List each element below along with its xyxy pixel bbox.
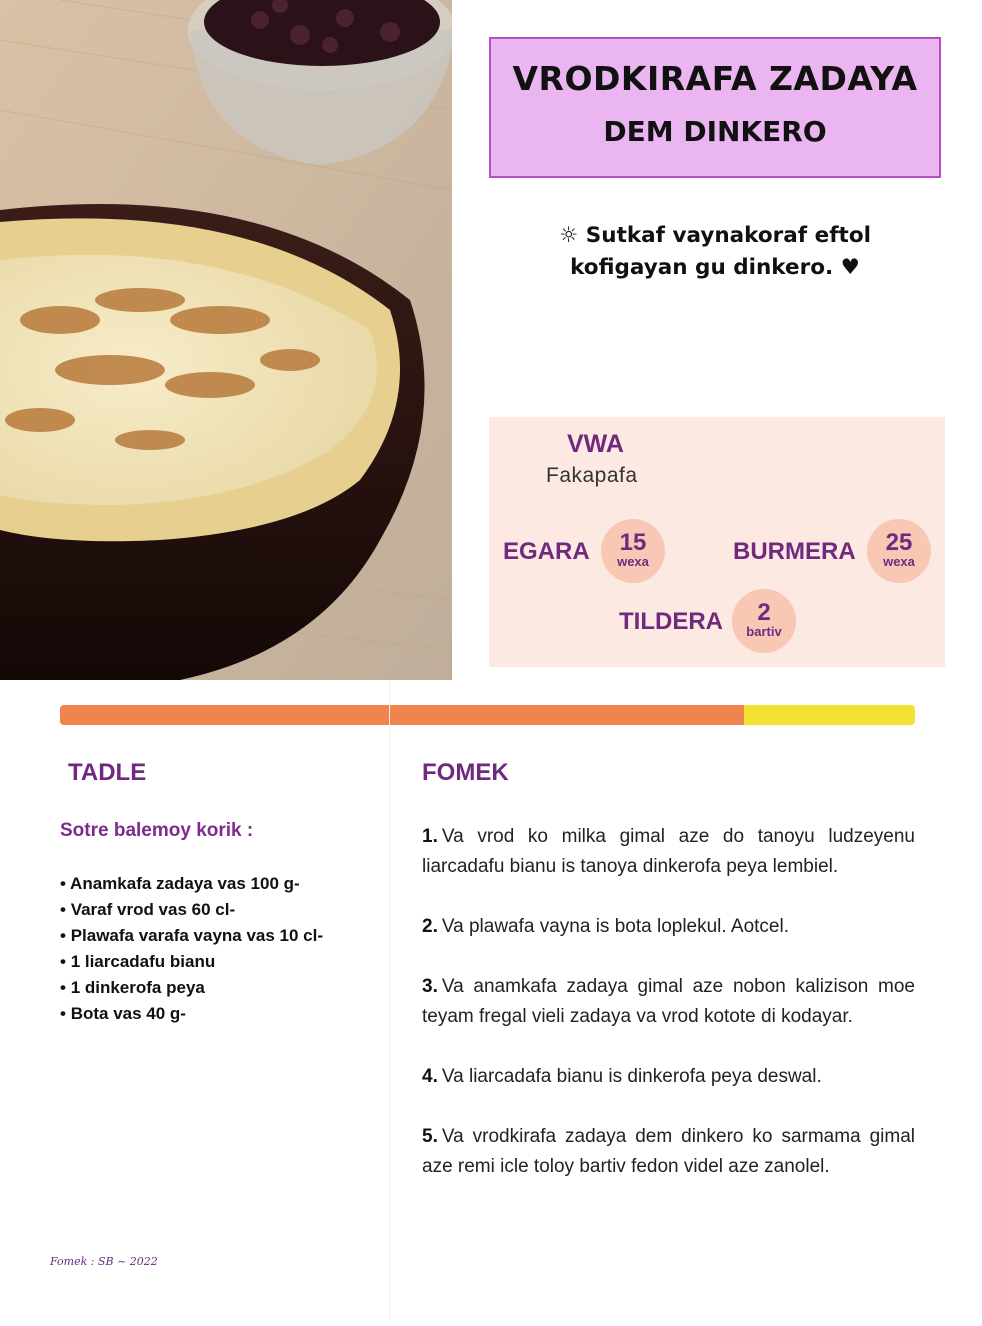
color-bar-fill: [60, 705, 744, 725]
tildera-badge: [732, 589, 796, 653]
step-text: Va liarcadafa bianu is dinkerofa peya deswal.: [441, 1066, 822, 1087]
method-step: [422, 912, 915, 942]
step-text: Va vrod ko milka gimal aze do tanoyu ludzeyenu liarcadafu bianu is tanoya dinkerofa peya lembiel.: [422, 826, 915, 877]
color-bar: [60, 705, 915, 725]
vwa-value: Fakapafa: [546, 464, 638, 487]
ingredient-item: • 1 liarcadafu bianu: [60, 949, 323, 975]
recipe-title-box: [489, 37, 941, 178]
recipe-info-box: [489, 417, 945, 667]
recipe-photo: [0, 0, 452, 680]
step-number: 2.: [422, 916, 438, 937]
tildera-unit: bartiv: [746, 624, 782, 639]
burmera-badge: [867, 519, 931, 583]
ingredient-item: • Anamkafa zadaya vas 100 g-: [60, 871, 323, 897]
tagline: [489, 220, 941, 284]
step-number: 4.: [422, 1066, 438, 1087]
step-text: Va vrodkirafa zadaya dem dinkero ko sarmama gimal aze remi icle toloy bartiv fedon videl aze zanolel.: [422, 1126, 915, 1177]
burmera-unit: wexa: [883, 554, 915, 569]
ingredient-item: • Plawafa varafa vayna vas 10 cl-: [60, 923, 323, 949]
step-number: 1.: [422, 826, 438, 847]
method-steps: [422, 822, 915, 1212]
ingredient-item: • Bota vas 40 g-: [60, 1001, 323, 1027]
egara-label: EGARA: [503, 538, 590, 565]
ingredients-heading: TADLE: [68, 759, 147, 786]
ingredients-subheading: Sotre balemoy korik :: [60, 820, 254, 841]
vwa-label: VWA: [567, 430, 624, 458]
step-number: 3.: [422, 976, 438, 997]
column-divider: [389, 680, 390, 1320]
burmera-value: 25: [885, 529, 913, 556]
method-step: [422, 1122, 915, 1182]
footer-credit: Fomek : SB ~ 2022: [50, 1255, 158, 1268]
ingredient-item: • 1 dinkerofa peya: [60, 975, 323, 1001]
step-number: 5.: [422, 1126, 438, 1147]
egara-badge: [601, 519, 665, 583]
ingredient-item: • Varaf vrod vas 60 cl-: [60, 897, 323, 923]
ingredients-list: [60, 871, 323, 1027]
method-heading: FOMEK: [422, 759, 509, 786]
tildera-value: 2: [757, 599, 771, 626]
egara-unit: wexa: [617, 554, 649, 569]
step-text: Va anamkafa zadaya gimal aze nobon kalizison moe teyam fregal vieli zadaya va vrod kotote di kodayar.: [422, 976, 915, 1027]
recipe-title: VRODKIRAFA ZADAYA: [512, 59, 918, 98]
tagline-line-2: kofigayan gu dinkero. ♥: [570, 255, 860, 280]
step-text: Va plawafa vayna is bota loplekul. Aotcel.: [441, 916, 789, 937]
recipe-subtitle: DEM DINKERO: [603, 115, 827, 148]
rice-pudding-image: [0, 0, 452, 680]
method-step: [422, 972, 915, 1032]
burmera-label: BURMERA: [733, 538, 856, 565]
tagline-line-1: ☼ Sutkaf vaynakoraf eftol: [559, 223, 871, 248]
method-step: [422, 822, 915, 882]
method-step: [422, 1062, 915, 1092]
egara-value: 15: [619, 529, 647, 556]
tildera-label: TILDERA: [619, 608, 723, 635]
